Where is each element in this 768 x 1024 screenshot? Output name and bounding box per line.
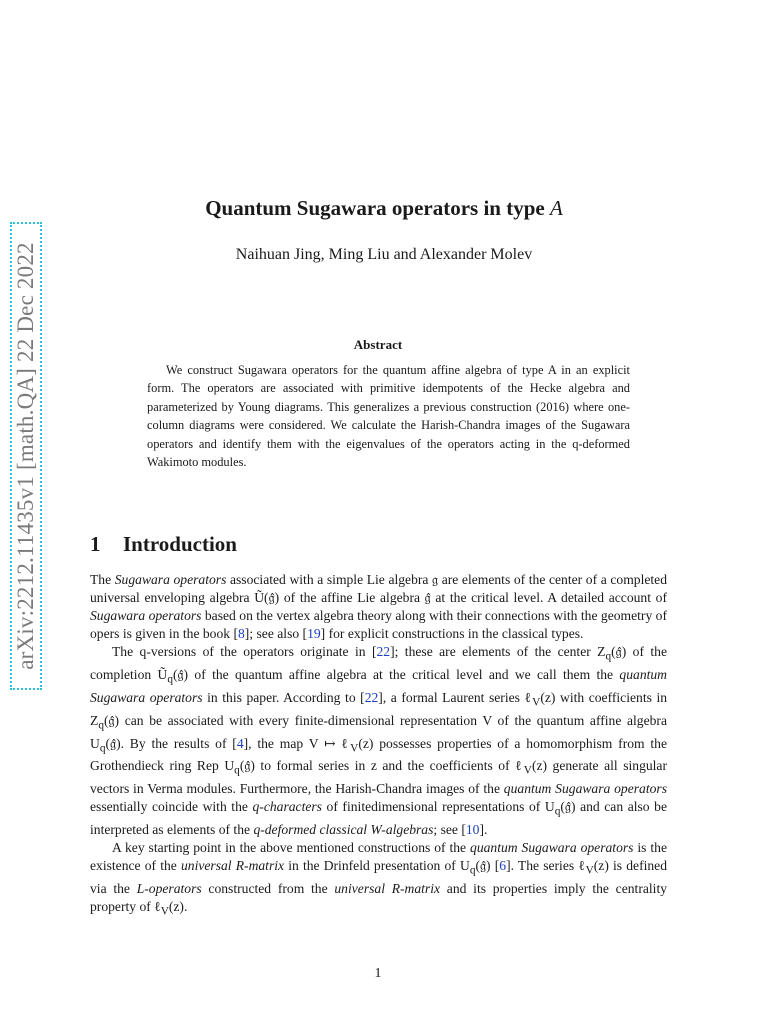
citation-link[interactable]: 8 — [238, 626, 245, 642]
citation-link[interactable]: 4 — [236, 735, 244, 751]
title-variable: A — [549, 196, 563, 220]
introduction-body — [90, 571, 667, 921]
citation-link[interactable]: 19 — [307, 626, 321, 642]
abstract-heading: Abstract — [353, 337, 403, 352]
section-heading — [90, 532, 237, 557]
arxiv-side-stamp[interactable] — [10, 222, 42, 690]
title-text: Quantum Sugawara operators in type — [205, 196, 550, 220]
author-list: Naihuan Jing, Ming Liu and Alexander Molev — [235, 246, 533, 263]
arxiv-identifier: arXiv:2212.11435v1 [math.QA] 22 Dec 2022 — [13, 242, 38, 670]
citation-link[interactable]: 22 — [376, 644, 391, 660]
body-paragraph: The Sugawara operators associated with a simple Lie algebra 𝔤 are elements of the center of a completed universal enveloping algebra Ũ(𝔤̂) of the affine Lie algebra 𝔤̂ at the critical level. A detailed account of Sugawara operators based on the vertex algebra theory along with their connections with the geometry of opers is given in the book [8]; see also [19] for explicit constructions in the classical types. — [90, 572, 668, 642]
paper-title — [0, 196, 768, 221]
body-paragraph: A key starting point in the above mentioned constructions of the quantum Sugawara operators is the existence of the universal R-matrix in the Drinfeld presentation of $U_q(𝔤̂)$ [6]. The series ℓ$_V$(z) is defined via the L-operators constructed from the universal R-matrix and its properties imply the centrality property of ℓ$_V$(z). — [90, 840, 668, 918]
abstract-paragraph: We construct Sugawara operators for the quantum affine algebra of type A in an explicit form. The operators are associated with primitive idempotents of the Hecke algebra and parameterized by Young diagrams. This generalizes a previous construction (2016) where one-column diagrams were considered. We calculate the Harish-Chandra images of the Sugawara operators and identify them with the eigenvalues of the operators acting in the q-deformed Wakimoto modules. — [147, 363, 630, 470]
page-number: 1 — [374, 966, 382, 981]
body-paragraph: The q-versions of the operators originate in [22]; these are elements of the center $Z_q(𝔤̂)$ of the completion $Ũ_q(𝔤̂)$ of the quantum affine algebra at the critical level and we call them the quantum Sugawara operators in this paper. According to [22], a formal Laurent series ℓ$_V$(z) with coefficients in $Z_q(𝔤̂)$ can be associated with every finite-dimensional representation V of the quantum affine algebra $U_q(𝔤̂)$. By the results of [4], the map V ↦ ℓ$_V$(z) possesses properties of a homomorphism from the Grothendieck ring Rep $U_q(𝔤̂)$ to formal series in z and the coefficients of ℓ$_V$(z) generate all singular vectors in Verma modules. Furthermore, the Harish-Chandra images of the quantum Sugawara operators essentially coincide with the q-characters of finitedimensional representations of $U_q(𝔤̂)$ and can also be interpreted as elements of the q-deformed classical W-algebras; see [10]. — [90, 644, 668, 838]
abstract-body — [147, 361, 630, 471]
section-number: 1 — [90, 532, 101, 556]
citation-link[interactable]: 22 — [364, 690, 379, 705]
citation-link[interactable]: 10 — [465, 822, 480, 838]
section-title: Introduction — [123, 532, 237, 556]
citation-link[interactable]: 6 — [499, 858, 507, 874]
